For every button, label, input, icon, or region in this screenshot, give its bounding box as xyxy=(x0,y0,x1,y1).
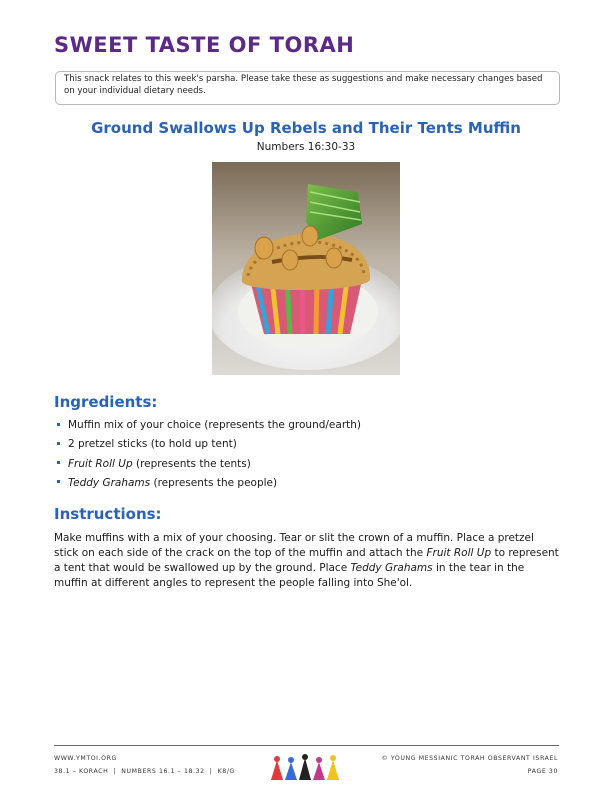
footer-divider xyxy=(54,745,559,746)
mascots-logo xyxy=(269,752,345,782)
instructions-text: Make muffins with a mix of your choosing. Tear or slit the crown of a muffin. Place a pretzel stick on each side of the crack on the top of the muffin and attach the Fruit Roll Up to represent a tent that would be swallowed up by the ground. Place Teddy Grahams in the tear in the muffin at different angles to represent the people falling into She'ol. xyxy=(54,532,559,589)
footer-copyright: © YOUNG MESSIANIC TORAH OBSERVANT ISRAEL xyxy=(381,755,558,762)
footer-verses: NUMBERS 16.1 – 18.32 xyxy=(121,768,205,775)
page-title: SWEET TASTE OF TORAH xyxy=(54,33,355,57)
bullet-icon xyxy=(57,461,60,464)
scripture-reference: Numbers 16:30-33 xyxy=(256,141,356,153)
list-item: Teddy Grahams (represents the people) xyxy=(56,476,361,495)
footer-website: WWW.YMTOI.ORG xyxy=(54,755,117,762)
footer-ages: K8/G xyxy=(217,768,235,775)
recipe-title: Ground Swallows Up Rebels and Their Tents Muffin xyxy=(91,119,521,137)
footer-portion: 38.1 – KORACH | NUMBERS 16.1 – 18.32 | K8/G xyxy=(54,768,235,775)
ingredients-list xyxy=(56,418,361,495)
list-item: 2 pretzel sticks (to hold up tent) xyxy=(56,437,361,456)
instructions-heading: Instructions: xyxy=(54,505,162,523)
dietary-note: This snack relates to this week's parsha. Please take these as suggestions and make necessary changes based on your individual dietary needs. xyxy=(55,71,560,105)
bullet-icon xyxy=(57,442,60,445)
footer-page-number: PAGE 30 xyxy=(527,768,558,775)
muffin-photo xyxy=(212,162,400,375)
ingredients-heading: Ingredients: xyxy=(54,393,158,411)
bullet-icon xyxy=(57,480,60,483)
list-item: Fruit Roll Up (represents the tents) xyxy=(56,457,361,476)
bullet-icon xyxy=(57,423,60,426)
list-item: Muffin mix of your choice (represents the ground/earth) xyxy=(56,418,361,437)
footer-parsha: 38.1 – KORACH xyxy=(54,768,109,775)
